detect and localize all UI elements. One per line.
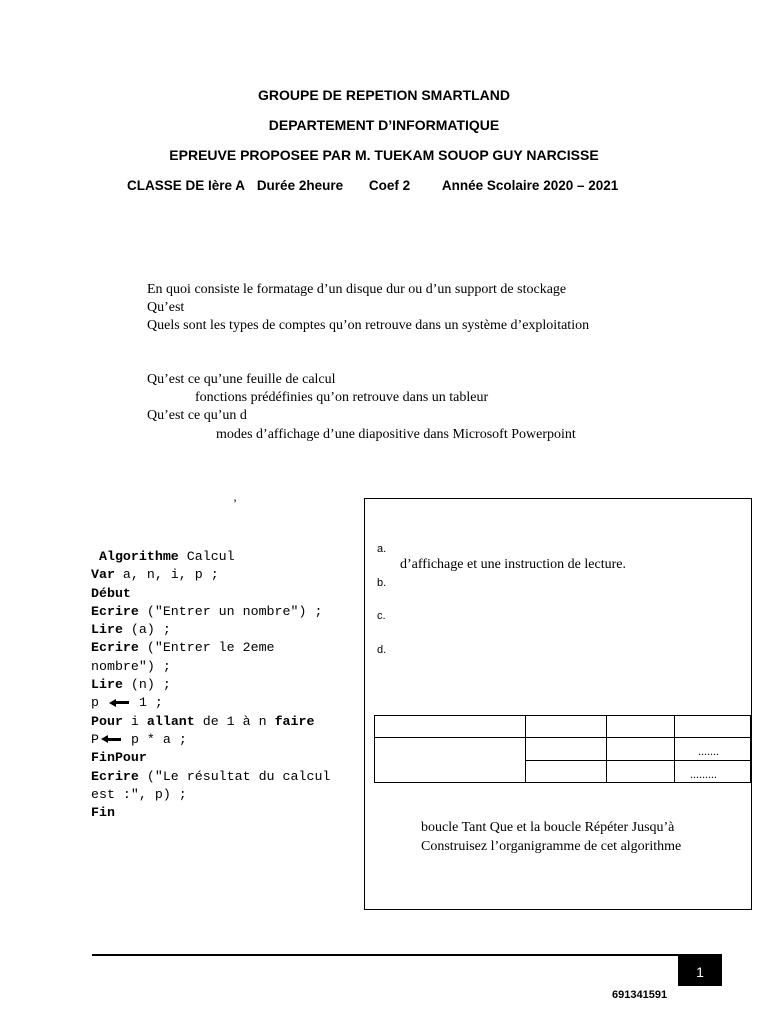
page-number: 1 [678, 954, 722, 986]
header-school-name: GROUPE DE REPETION SMARTLAND [257, 87, 510, 103]
table-col-divider [674, 716, 675, 782]
question-comptes: Quels sont les types de comptes qu’on retrouve dans un système d’exploitation [147, 318, 590, 333]
label-c: c. [377, 610, 386, 622]
header-examiner: EPREUVE PROPOSEE PAR M. TUEKAM SOUOP GUY NARCISSE [169, 147, 599, 163]
table-cell-dots: ....... [698, 744, 719, 758]
table-row-divider [525, 760, 750, 761]
header-duration: Durée 2heure [256, 178, 344, 193]
table-col-divider [606, 716, 607, 782]
panel-text-a: d’affichage et une instruction de lecture. [400, 557, 626, 572]
question-quest: Qu’est [147, 300, 185, 315]
algorithm-code: Algorithme Calcul Var a, n, i, p ; Début Ecrire ("Entrer un nombre") ; Lire (a) ; Ecrire ("Entrer le 2eme nombre") ; Lire (n) ; p 1 ; Pour i allant de 1 à n faire P p * a ; FinPour Ecrire ("Le résultat du calcul est :", p) ; Fin [91, 549, 331, 821]
header-coef: Coef 2 [368, 178, 411, 193]
label-a: a. [377, 543, 387, 555]
panel-text-organigramme: Construisez l’organigramme de cet algorithme [421, 839, 682, 854]
question-formatage: En quoi consiste le formatage d’un disque dur ou d’un support de stockage [147, 282, 567, 297]
table-row-divider [375, 737, 750, 738]
footer-code: 691341591 [612, 989, 668, 1001]
footer-rule [92, 954, 678, 956]
table-cell-dots: ......... [690, 767, 717, 781]
header-class: CLASSE DE Ière A [127, 178, 246, 193]
assign-arrow-icon [101, 735, 121, 743]
header-school-year: Année Scolaire 2020 – 2021 [441, 178, 619, 193]
question-feuille-calcul: Qu’est ce qu’une feuille de calcul [147, 372, 336, 387]
stray-mark: ’ [233, 496, 237, 510]
question-modes-affichage: modes d’affichage d’une diapositive dans Microsoft Powerpoint [216, 427, 576, 442]
assign-arrow-icon [109, 699, 129, 707]
header-exam-info [127, 178, 618, 193]
table-col-divider [525, 716, 526, 782]
header-department: DEPARTEMENT D’INFORMATIQUE [268, 117, 500, 133]
question-quest-d: Qu’est ce qu’un d [147, 408, 247, 423]
label-d: d. [377, 644, 387, 656]
question-fonctions: fonctions prédéfinies qu’on retrouve dans un tableur [195, 390, 489, 405]
panel-text-loop: boucle Tant Que et la boucle Répéter Jusqu’à [421, 820, 675, 835]
label-b: b. [377, 577, 387, 589]
